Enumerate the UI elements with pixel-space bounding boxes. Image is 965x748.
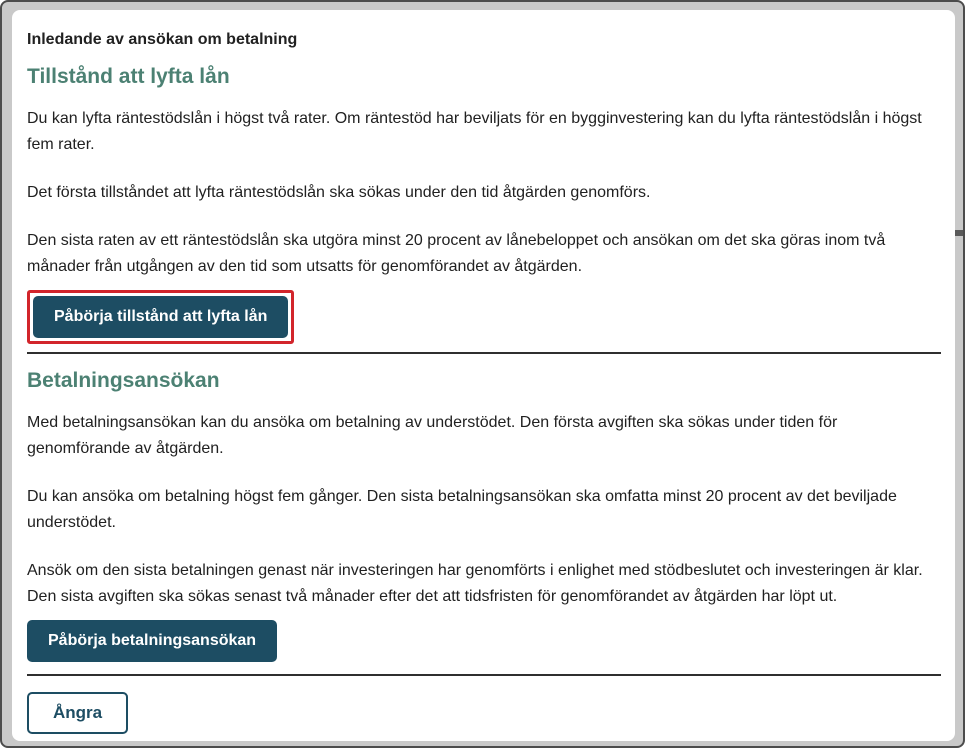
start-payment-application-button[interactable]: Påbörja betalningsansökan [27,620,277,662]
section-heading-loan-permit: Tillstånd att lyfta lån [27,65,230,88]
section-heading-payment-application: Betalningsansökan [27,369,220,392]
section-divider [27,352,941,354]
paragraph: Du kan ansöka om betalning högst fem gånger. Den sista betalningsansökan ska omfatta minst 20 procent av det beviljade understödet. [27,488,897,531]
scrollbar-tick [955,230,964,236]
paragraph: Med betalningsansökan kan du ansöka om betalning av understödet. Den första avgiften ska sökas under tiden för genomförande av åtgärden. [27,414,838,457]
section-payment-application [27,368,941,662]
section-loan-permit [27,64,941,344]
annotation-highlight-box [27,290,294,344]
start-loan-permit-button[interactable]: Påbörja tillstånd att lyfta lån [33,296,288,338]
dialog-card [12,10,955,741]
paragraph: Ansök om den sista betalningen genast när investeringen har genomförts i enlighet med stödbeslutet och investeringen är klar. Den sista avgiften ska sökas senast två månader efter det att tidsfristen för genomförandet av åtgärden har löpt ut. [27,562,923,605]
cancel-button[interactable]: Ångra [27,692,128,734]
paragraph: Den sista raten av ett räntestödslån ska utgöra minst 20 procent av lånebeloppet och ansökan om det ska göras inom två månader från utgången av den tid som utsatts för genomförandet av åtgärden. [27,232,886,275]
dialog-title: Inledande av ansökan om betalning [27,31,298,48]
paragraph: Det första tillståndet att lyfta räntestödslån ska sökas under den tid åtgärden genomförs. [27,184,651,201]
paragraph: Du kan lyfta räntestödslån i högst två rater. Om räntestöd har beviljats för en bygginvestering kan du lyfta räntestödslån i högst fem rater. [27,110,922,153]
footer-divider [27,674,941,676]
